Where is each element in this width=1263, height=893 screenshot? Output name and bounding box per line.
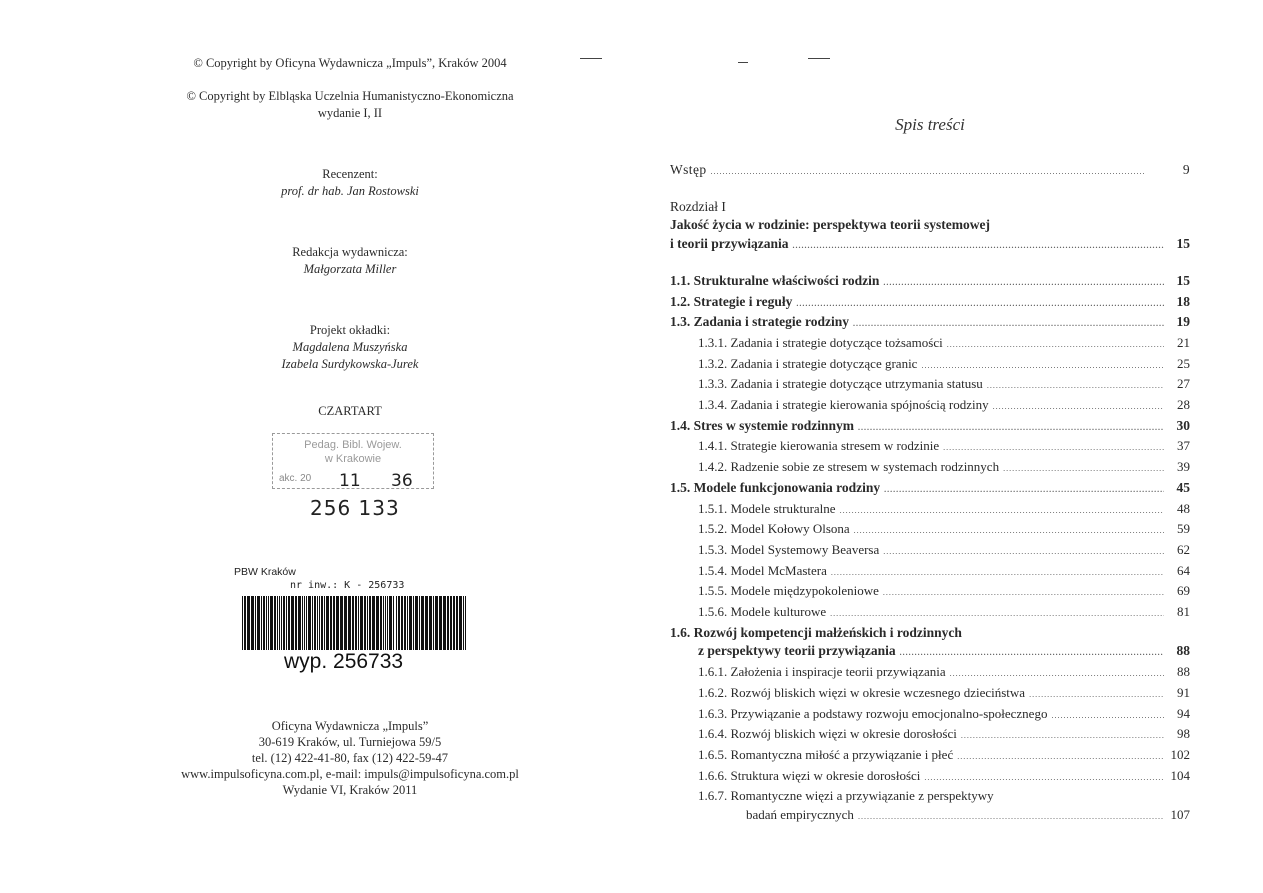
barcode-bar: [304, 596, 305, 650]
barcode-bar: [340, 596, 343, 650]
barcode-bar: [387, 596, 388, 650]
cover-block: [100, 322, 600, 373]
toc-gap: [670, 182, 1190, 198]
toc-entry-label: 1.6.4. Rozwój bliskich więzi w okresie dorosłości: [698, 726, 957, 742]
barcode-bar: [302, 596, 303, 650]
reviewer-name: prof. dr hab. Jan Rostowski: [281, 184, 419, 198]
toc-entry-page: 27: [1177, 376, 1190, 392]
barcode-bar: [409, 596, 412, 650]
toc-entry-label: 1.2. Strategie i reguły: [670, 293, 793, 309]
barcode-bar: [465, 596, 466, 650]
toc-entry-label: 1.6.1. Założenia i inspiracje teorii przywiązania: [698, 664, 946, 680]
toc-entry-label: 1.4.1. Strategie kierowania stresem w rodzinie: [698, 438, 940, 454]
toc-entry-label: Jakość życia w rodzinie: perspektywa teorii systemowej: [670, 217, 990, 233]
barcode-bar: [279, 596, 280, 650]
barcode-bar: [324, 596, 325, 650]
barcode-bar: [367, 596, 368, 650]
toc-entry: [670, 437, 1190, 458]
toc-entry-page: 94: [1177, 705, 1190, 721]
publisher-phone: tel. (12) 422-41-80, fax (12) 422-59-47: [251, 751, 449, 765]
toc-entry: [670, 479, 1190, 500]
toc-leader-dots: [1003, 458, 1164, 479]
toc-entry-page: 102: [1170, 746, 1190, 762]
toc-entry-label: 1.5.2. Model Kołowy Olsona: [698, 521, 850, 537]
barcode-bar: [396, 596, 397, 650]
cover-label: Projekt okładki:: [309, 323, 391, 337]
toc-leader-dots: [840, 500, 1164, 521]
toc-leader-dots: [830, 603, 1164, 624]
toc-entry-page: 88: [1177, 664, 1190, 680]
barcode-bar: [266, 596, 267, 650]
copyright-impuls: © Copyright by Oficyna Wydawnicza „Impuls”, Kraków 2004: [193, 56, 507, 70]
barcode-bar: [459, 596, 462, 650]
toc-entry-page: 37: [1177, 438, 1190, 454]
barcode-bar: [425, 596, 428, 650]
toc-leader-dots: [987, 375, 1164, 396]
toc-list: [670, 161, 1190, 827]
barcode-bar: [358, 596, 359, 650]
toc-entry-page: 30: [1176, 417, 1190, 433]
barcode-bar: [244, 596, 246, 650]
toc-leader-dots: [884, 479, 1164, 500]
cover-designer-1: Magdalena Muszyńska: [292, 340, 408, 354]
toc-entry: [670, 417, 1190, 438]
toc-leader-dots: [900, 642, 1164, 663]
edition-note: wydanie I, II: [317, 106, 383, 120]
toc-entry-label: 1.3.1. Zadania i strategie dotyczące tożsamości: [698, 334, 943, 350]
toc-entry: [670, 520, 1190, 541]
toc-entry-page: 59: [1177, 521, 1190, 537]
toc-leader-dots: [883, 272, 1164, 293]
toc-entry: [670, 684, 1190, 705]
toc-leader-dots: [993, 396, 1164, 417]
toc-entry-label: 1.6.7. Romantyczne więzi a przywiązanie z perspektywy: [698, 788, 994, 804]
barcode-bar: [348, 596, 351, 650]
library-stamp: [272, 433, 434, 489]
editor-block: [100, 244, 600, 278]
editor-name: Małgorzata Miller: [303, 262, 397, 276]
toc-entry: [670, 705, 1190, 726]
barcode-bar: [456, 596, 458, 650]
toc-title: Spis treści: [895, 115, 965, 134]
barcode-bar: [393, 596, 394, 650]
barcode-bar: [398, 596, 400, 650]
toc-leader-dots: [853, 313, 1164, 334]
barcode-bar: [413, 596, 414, 650]
toc-entry: [670, 293, 1190, 314]
toc-entry-label: z perspektywy teorii przywiązania: [698, 643, 896, 659]
toc-entry-label: 1.6.6. Struktura więzi w okresie dorosłości: [698, 767, 921, 783]
reviewer-label: Recenzent:: [322, 167, 378, 181]
scan-mark: [580, 58, 602, 59]
barcode-bar: [447, 596, 449, 650]
toc-entry-label: 1.5.3. Model Systemowy Beaversa: [698, 541, 880, 557]
barcode-bar: [450, 596, 452, 650]
barcode-bar: [277, 596, 278, 650]
toc-entry: [670, 582, 1190, 603]
toc-entry: [670, 375, 1190, 396]
toc-entry: [670, 216, 1190, 235]
barcode-bar: [336, 596, 339, 650]
barcode-bar: [281, 596, 282, 650]
toc-entry-label: 1.3.3. Zadania i strategie dotyczące utrzymania statusu: [698, 376, 983, 392]
stamp-line-1: Pedag. Bibl. Wojew.: [304, 439, 402, 451]
barcode-bar: [263, 596, 265, 650]
toc-entry-label: 1.5. Modele funkcjonowania rodziny: [670, 479, 881, 495]
toc-leader-dots: [711, 161, 1165, 182]
barcode-bar: [286, 596, 287, 650]
inventory-line: nr inw.: K - 256733: [290, 580, 405, 591]
barcode-bar: [291, 596, 294, 650]
toc-entry-page: 25: [1177, 355, 1190, 371]
barcode-bar: [376, 596, 379, 650]
toc-entry-page: 15: [1176, 272, 1190, 288]
toc-entry: [670, 396, 1190, 417]
toc-entry: [670, 603, 1190, 624]
toc-leader-dots: [831, 562, 1164, 583]
toc-entry: [670, 313, 1190, 334]
toc-entry-label: Wstęp: [670, 162, 707, 177]
toc-entry-page: 39: [1177, 459, 1190, 475]
toc-entry-page: 91: [1177, 684, 1190, 700]
barcode-bar: [319, 596, 320, 650]
barcode-bar: [352, 596, 354, 650]
toc-entry-label: badań empirycznych: [746, 807, 854, 823]
toc-entry-page: 69: [1177, 583, 1190, 599]
toc-entry-page: 15: [1176, 236, 1190, 252]
toc-entry: [670, 806, 1190, 827]
toc-entry-page: 21: [1177, 334, 1190, 350]
barcode-bar: [330, 596, 332, 650]
barcode-bar: [419, 596, 420, 650]
barcode-bar: [435, 596, 438, 650]
toc-entry: [670, 458, 1190, 479]
stamp-line-2: w Krakowie: [324, 453, 382, 465]
barcode-bar: [415, 596, 418, 650]
toc-entry: [670, 272, 1190, 293]
scan-mark: [738, 62, 748, 63]
barcode-bar: [312, 596, 313, 650]
toc-entry-page: 88: [1176, 643, 1190, 659]
barcode-bar: [385, 596, 386, 650]
publisher-web: www.impulsoficyna.com.pl, e-mail: impuls@impulsoficyna.com.pl: [181, 767, 519, 781]
toc-entry-label: 1.5.1. Modele strukturalne: [698, 500, 836, 516]
wyp-label: wyp. 256733: [284, 650, 404, 673]
toc-entry: [670, 198, 1190, 217]
publisher-block: [100, 718, 600, 798]
stamp-acc-label: akc. 20: [279, 473, 312, 484]
toc-entry: [670, 725, 1190, 746]
barcode-bar: [268, 596, 269, 650]
toc-entry-label: 1.4. Stres w systemie rodzinnym: [670, 417, 854, 433]
printer-name: CZARTART: [318, 404, 382, 418]
barcode-bar: [261, 596, 262, 650]
toc-entry-page: 28: [1177, 397, 1190, 413]
toc-leader-dots: [957, 746, 1164, 767]
barcode-bar: [421, 596, 424, 650]
toc-entry-label: 1.3.4. Zadania i strategie kierowania spójnością rodziny: [698, 397, 989, 413]
toc-entry: [670, 541, 1190, 562]
toc-entry-label: i teorii przywiązania: [670, 236, 789, 252]
barcode-bar: [242, 596, 243, 650]
toc-leader-dots: [1029, 684, 1164, 705]
barcode-bar: [443, 596, 446, 650]
toc-entry-label: 1.4.2. Radzenie sobie ze stresem w systemach rodzinnych: [698, 459, 1000, 475]
toc-entry: [670, 642, 1190, 663]
toc-entry: [670, 746, 1190, 767]
barcode-bar: [317, 596, 318, 650]
barcode-bar: [247, 596, 250, 650]
editor-label: Redakcja wydawnicza:: [292, 245, 408, 259]
barcode-bar: [308, 596, 311, 650]
barcode-bar: [389, 596, 392, 650]
barcode-bar: [372, 596, 375, 650]
barcode-bar: [360, 596, 363, 650]
toc-entry-label: 1.5.5. Modele międzypokoleniowe: [698, 583, 879, 599]
toc-entry-label: 1.5.4. Model McMastera: [698, 562, 827, 578]
toc-leader-dots: [883, 582, 1164, 603]
toc-leader-dots: [883, 541, 1164, 562]
reviewer-block: [100, 166, 600, 200]
toc-gap: [670, 256, 1190, 272]
toc-leader-dots: [854, 520, 1164, 541]
toc-entry-page: 45: [1176, 479, 1190, 495]
toc-entry-label: 1.6.3. Przywiązanie a podstawy rozwoju emocjonalno-społecznego: [698, 705, 1048, 721]
barcode-bar: [314, 596, 316, 650]
barcode-bar: [326, 596, 329, 650]
toc-leader-dots: [950, 663, 1164, 684]
toc-entry-page: 64: [1177, 562, 1190, 578]
barcode-bar: [369, 596, 371, 650]
handwritten-number: 256 133: [310, 496, 400, 520]
toc-leader-dots: [961, 725, 1164, 746]
toc-entry-page: 19: [1176, 314, 1190, 330]
stamp-acc-value-1: 11: [339, 471, 361, 491]
barcode-bar: [333, 596, 335, 650]
barcode-bar: [364, 596, 366, 650]
barcode-bar: [407, 596, 408, 650]
barcode-bar: [404, 596, 406, 650]
toc-entry: [670, 500, 1190, 521]
toc-entry: [670, 334, 1190, 355]
imprint-page: [100, 55, 600, 420]
barcode-bar: [295, 596, 297, 650]
toc-entry-page: 18: [1176, 293, 1190, 309]
barcode-bar: [274, 596, 276, 650]
toc-entry-page: 107: [1170, 807, 1190, 823]
barcode-bar: [321, 596, 323, 650]
toc-entry: [670, 767, 1190, 788]
toc-entry-label: 1.3. Zadania i strategie rodziny: [670, 314, 850, 330]
scan-mark: [808, 58, 830, 59]
copyright-euhe: © Copyright by Elbląska Uczelnia Humanistyczno-Ekonomiczna: [186, 89, 514, 103]
toc-leader-dots: [858, 806, 1164, 827]
barcode-bar: [429, 596, 432, 650]
toc-leader-dots: [947, 334, 1164, 355]
toc-leader-dots: [921, 355, 1164, 376]
barcode-bar: [251, 596, 254, 650]
toc-entry: [670, 624, 1190, 643]
copyright-block: [100, 55, 600, 122]
toc-entry-page: 62: [1177, 541, 1190, 557]
barcode-bar: [270, 596, 273, 650]
toc-entry: [670, 787, 1190, 806]
cover-designer-2: Izabela Surdykowska-Jurek: [281, 357, 419, 371]
table-of-contents: [670, 115, 1190, 827]
toc-entry-page: 104: [1170, 767, 1190, 783]
publisher-edition: Wydanie VI, Kraków 2011: [282, 783, 418, 797]
publisher-address: 30-619 Kraków, ul. Turniejowa 59/5: [258, 735, 442, 749]
toc-entry: [670, 355, 1190, 376]
toc-leader-dots: [924, 767, 1164, 788]
toc-entry-label: 1.5.6. Modele kulturowe: [698, 604, 827, 620]
barcode-bar: [463, 596, 464, 650]
toc-leader-dots: [796, 293, 1164, 314]
barcode: [240, 596, 468, 650]
barcode-bar: [355, 596, 357, 650]
toc-leader-dots: [1051, 705, 1164, 726]
library-label: [234, 566, 404, 592]
toc-entry-label: 1.6. Rozwój kompetencji małżeńskich i rodzinnych: [670, 624, 962, 640]
barcode-bar: [453, 596, 455, 650]
toc-entry-label: 1.6.2. Rozwój bliskich więzi w okresie wczesnego dzieciństwa: [698, 684, 1026, 700]
toc-entry: [670, 562, 1190, 583]
barcode-bar: [344, 596, 347, 650]
barcode-bar: [288, 596, 290, 650]
toc-entry-label: 1.6.5. Romantyczna miłość a przywiązanie i płeć: [698, 746, 954, 762]
barcode-bar: [306, 596, 307, 650]
toc-entry-page: 9: [1182, 162, 1190, 177]
barcode-bar: [383, 596, 384, 650]
barcode-bar: [283, 596, 285, 650]
toc-leader-dots: [858, 417, 1164, 438]
toc-leader-dots: [943, 437, 1164, 458]
library-line: PBW Kraków: [234, 566, 296, 578]
toc-leader-dots: [792, 235, 1164, 256]
toc-entry-page: 98: [1177, 726, 1190, 742]
toc-entry: [670, 161, 1190, 182]
barcode-bar: [401, 596, 403, 650]
barcode-bar: [257, 596, 260, 650]
barcode-bar: [433, 596, 434, 650]
toc-entry-label: 1.3.2. Zadania i strategie dotyczące granic: [698, 355, 918, 371]
toc-entry-label: 1.1. Strukturalne właściwości rodzin: [670, 272, 880, 288]
barcode-bar: [439, 596, 442, 650]
toc-entry-label: Rozdział I: [670, 198, 726, 214]
publisher-name: Oficyna Wydawnicza „Impuls”: [271, 719, 429, 733]
toc-entry-page: 48: [1177, 500, 1190, 516]
barcode-bar: [255, 596, 256, 650]
toc-entry: [670, 235, 1190, 256]
barcode-bar: [380, 596, 382, 650]
toc-entry-page: 81: [1177, 604, 1190, 620]
toc-entry: [670, 663, 1190, 684]
barcode-bar: [298, 596, 301, 650]
stamp-acc-value-2: 36: [391, 471, 413, 491]
